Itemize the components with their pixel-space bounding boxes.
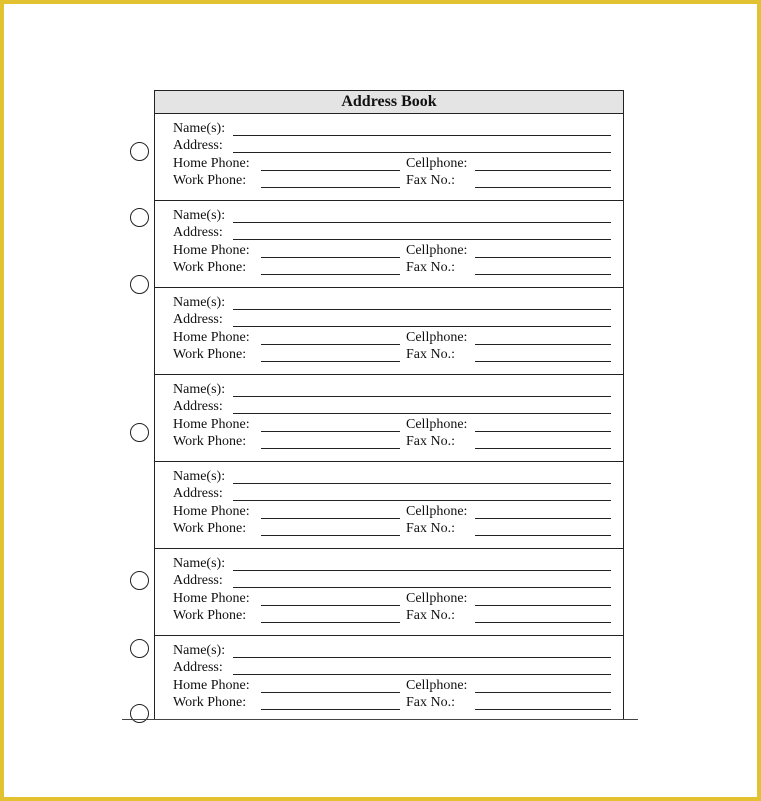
work-phone-label: Work Phone: (173, 521, 247, 536)
cellphone-label: Cellphone: (406, 156, 468, 171)
work-phone-field[interactable] (261, 361, 400, 362)
home-phone-field[interactable] (261, 518, 400, 519)
address-entry (155, 201, 623, 288)
names-field[interactable] (233, 657, 611, 658)
work-phone-row (173, 433, 611, 450)
fax-label: Fax No.: (406, 521, 455, 536)
fax-label: Fax No.: (406, 173, 455, 188)
address-field[interactable] (233, 500, 611, 501)
work-phone-label: Work Phone: (173, 608, 247, 623)
names-label: Name(s): (173, 121, 226, 136)
address-label: Address: (173, 225, 223, 240)
home-phone-row (173, 242, 611, 259)
names-row (173, 207, 611, 224)
names-row (173, 468, 611, 485)
work-phone-row (173, 520, 611, 537)
fax-field[interactable] (475, 361, 611, 362)
work-phone-field[interactable] (261, 535, 400, 536)
names-field[interactable] (233, 396, 611, 397)
address-label: Address: (173, 312, 223, 327)
home-phone-row (173, 590, 611, 607)
home-phone-field[interactable] (261, 170, 400, 171)
names-field[interactable] (233, 309, 611, 310)
address-label: Address: (173, 573, 223, 588)
cellphone-label: Cellphone: (406, 591, 468, 606)
names-field[interactable] (233, 570, 611, 571)
work-phone-label: Work Phone: (173, 260, 247, 275)
binder-ring-icon (130, 142, 149, 161)
fax-label: Fax No.: (406, 347, 455, 362)
work-phone-label: Work Phone: (173, 434, 247, 449)
address-row (173, 224, 611, 241)
names-label: Name(s): (173, 556, 226, 571)
home-phone-row (173, 155, 611, 172)
address-row (173, 659, 611, 676)
names-label: Name(s): (173, 643, 226, 658)
home-phone-field[interactable] (261, 344, 400, 345)
work-phone-label: Work Phone: (173, 695, 247, 710)
cellphone-field[interactable] (475, 344, 611, 345)
binder-ring-icon (130, 704, 149, 723)
cellphone-label: Cellphone: (406, 504, 468, 519)
fax-label: Fax No.: (406, 260, 455, 275)
cellphone-field[interactable] (475, 431, 611, 432)
address-row (173, 485, 611, 502)
home-phone-row (173, 503, 611, 520)
home-phone-label: Home Phone: (173, 330, 250, 345)
page-title: Address Book (155, 91, 623, 114)
home-phone-field[interactable] (261, 605, 400, 606)
work-phone-row (173, 346, 611, 363)
names-row (173, 642, 611, 659)
address-label: Address: (173, 399, 223, 414)
fax-field[interactable] (475, 187, 611, 188)
address-label: Address: (173, 486, 223, 501)
home-phone-label: Home Phone: (173, 591, 250, 606)
fax-field[interactable] (475, 709, 611, 710)
work-phone-row (173, 694, 611, 711)
address-field[interactable] (233, 239, 611, 240)
address-row (173, 137, 611, 154)
names-label: Name(s): (173, 295, 226, 310)
fax-label: Fax No.: (406, 434, 455, 449)
binder-ring-icon (130, 423, 149, 442)
cellphone-field[interactable] (475, 605, 611, 606)
home-phone-label: Home Phone: (173, 678, 250, 693)
address-field[interactable] (233, 326, 611, 327)
address-book-sheet (154, 90, 624, 720)
binder-ring-icon (130, 208, 149, 227)
names-row (173, 294, 611, 311)
bottom-divider (122, 719, 638, 720)
address-entry (155, 549, 623, 636)
fax-field[interactable] (475, 274, 611, 275)
names-field[interactable] (233, 483, 611, 484)
binder-ring-icon (130, 571, 149, 590)
names-label: Name(s): (173, 208, 226, 223)
fax-label: Fax No.: (406, 608, 455, 623)
address-field[interactable] (233, 413, 611, 414)
address-label: Address: (173, 660, 223, 675)
address-entry (155, 375, 623, 462)
cellphone-label: Cellphone: (406, 678, 468, 693)
cellphone-field[interactable] (475, 170, 611, 171)
home-phone-label: Home Phone: (173, 504, 250, 519)
cellphone-field[interactable] (475, 692, 611, 693)
fax-field[interactable] (475, 448, 611, 449)
address-row (173, 311, 611, 328)
fax-field[interactable] (475, 622, 611, 623)
names-row (173, 120, 611, 137)
address-entry (155, 636, 623, 718)
cellphone-field[interactable] (475, 257, 611, 258)
home-phone-row (173, 677, 611, 694)
work-phone-field[interactable] (261, 274, 400, 275)
work-phone-field[interactable] (261, 448, 400, 449)
entries-list (155, 114, 623, 718)
address-row (173, 572, 611, 589)
cellphone-label: Cellphone: (406, 417, 468, 432)
names-row (173, 381, 611, 398)
address-label: Address: (173, 138, 223, 153)
fax-label: Fax No.: (406, 695, 455, 710)
binder-ring-icon (130, 639, 149, 658)
work-phone-row (173, 259, 611, 276)
work-phone-field[interactable] (261, 709, 400, 710)
work-phone-row (173, 172, 611, 189)
work-phone-label: Work Phone: (173, 173, 247, 188)
binder-ring-icon (130, 275, 149, 294)
home-phone-label: Home Phone: (173, 156, 250, 171)
address-field[interactable] (233, 674, 611, 675)
cellphone-field[interactable] (475, 518, 611, 519)
names-field[interactable] (233, 135, 611, 136)
work-phone-label: Work Phone: (173, 347, 247, 362)
home-phone-row (173, 329, 611, 346)
work-phone-field[interactable] (261, 622, 400, 623)
home-phone-row (173, 416, 611, 433)
home-phone-label: Home Phone: (173, 243, 250, 258)
names-row (173, 555, 611, 572)
work-phone-row (173, 607, 611, 624)
names-label: Name(s): (173, 469, 226, 484)
names-field[interactable] (233, 222, 611, 223)
cellphone-label: Cellphone: (406, 243, 468, 258)
address-entry (155, 288, 623, 375)
address-field[interactable] (233, 152, 611, 153)
home-phone-field[interactable] (261, 692, 400, 693)
address-row (173, 398, 611, 415)
home-phone-field[interactable] (261, 431, 400, 432)
fax-field[interactable] (475, 535, 611, 536)
home-phone-field[interactable] (261, 257, 400, 258)
address-field[interactable] (233, 587, 611, 588)
address-entry (155, 462, 623, 549)
cellphone-label: Cellphone: (406, 330, 468, 345)
address-entry (155, 114, 623, 201)
names-label: Name(s): (173, 382, 226, 397)
work-phone-field[interactable] (261, 187, 400, 188)
home-phone-label: Home Phone: (173, 417, 250, 432)
